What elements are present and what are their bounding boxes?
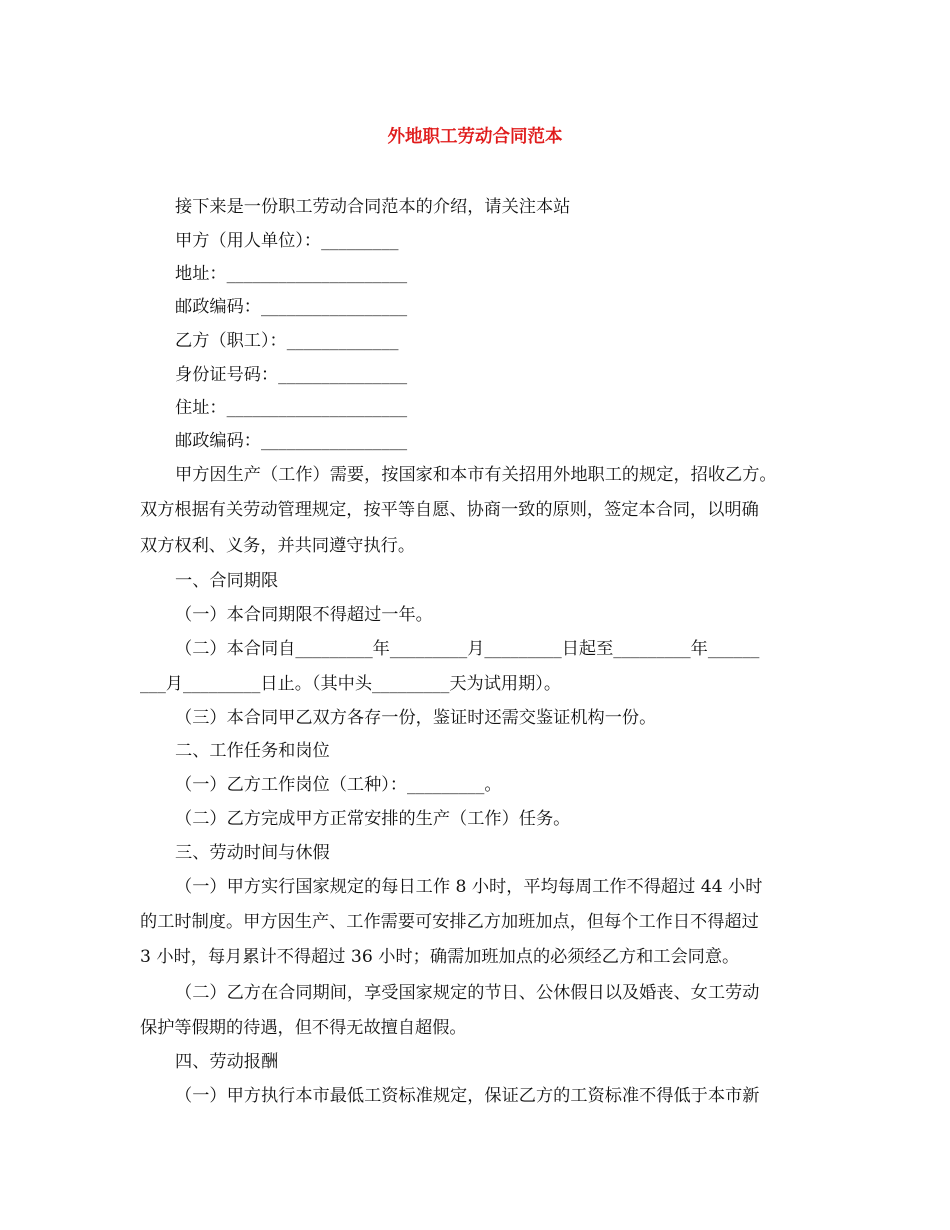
field-employer: 甲方（用人单位）：_________ <box>175 231 399 251</box>
paragraph-line: 双方权利、义务，并共同遵守执行。 <box>140 536 416 556</box>
section-heading: 四、劳动报酬 <box>175 1052 279 1072</box>
clause-line: ___月_________日止。（其中头_________天为试用期）。 <box>140 674 562 694</box>
clause-line: （一）本合同期限不得超过一年。 <box>175 605 433 625</box>
document-title: 外地职工劳动合同范本 <box>387 127 563 147</box>
section-heading: 二、工作任务和岗位 <box>175 741 330 761</box>
field-id-number: 身份证号码：_______________ <box>175 365 408 385</box>
clause-line: 的工时制度。甲方因生产、工作需要可安排乙方加班加点，但每个工作日不得超过 <box>140 912 759 932</box>
field-employee: 乙方（职工）：_____________ <box>175 331 399 351</box>
clause-line: 保护等假期的待遇，但不得无故擅自超假。 <box>140 1018 467 1038</box>
clause-line: （二）乙方在合同期间，享受国家规定的节日、公休假日以及婚丧、女工劳动 <box>175 983 760 1003</box>
clause-line: （三）本合同甲乙双方各存一份，鉴证时还需交鉴证机构一份。 <box>175 708 657 728</box>
clause-line: （一）甲方实行国家规定的每日工作 8 小时，平均每周工作不得超过 44 小时 <box>175 877 763 897</box>
field-employee-postcode: 邮政编码：_________________ <box>175 431 408 451</box>
paragraph-line: 双方根据有关劳动管理规定，按平等自愿、协商一致的原则，签定本合同，以明确 <box>140 500 759 520</box>
clause-line: （一）甲方执行本市最低工资标准规定，保证乙方的工资标准不得低于本市新 <box>175 1086 760 1106</box>
clause-line: 3 小时，每月累计不得超过 36 小时；确需加班加点的必须经乙方和工会同意。 <box>140 947 740 967</box>
clause-line: （二）本合同自_________年_________月_________日起至_________年______ <box>175 639 760 659</box>
field-employer-address: 地址：_____________________ <box>175 264 408 284</box>
clause-line: （二）乙方完成甲方正常安排的生产（工作）任务。 <box>175 809 571 829</box>
intro-line: 接下来是一份职工劳动合同范本的介绍，请关注本站 <box>175 197 571 217</box>
field-employee-address: 住址：_____________________ <box>175 398 408 418</box>
section-heading: 三、劳动时间与休假 <box>175 843 330 863</box>
field-employer-postcode: 邮政编码：_________________ <box>175 297 408 317</box>
paragraph-line: 甲方因生产（工作）需要，按国家和本市有关招用外地职工的规定，招收乙方。 <box>175 465 777 485</box>
clause-line: （一）乙方工作岗位（工种）：_________。 <box>175 775 502 795</box>
section-heading: 一、合同期限 <box>175 571 279 591</box>
